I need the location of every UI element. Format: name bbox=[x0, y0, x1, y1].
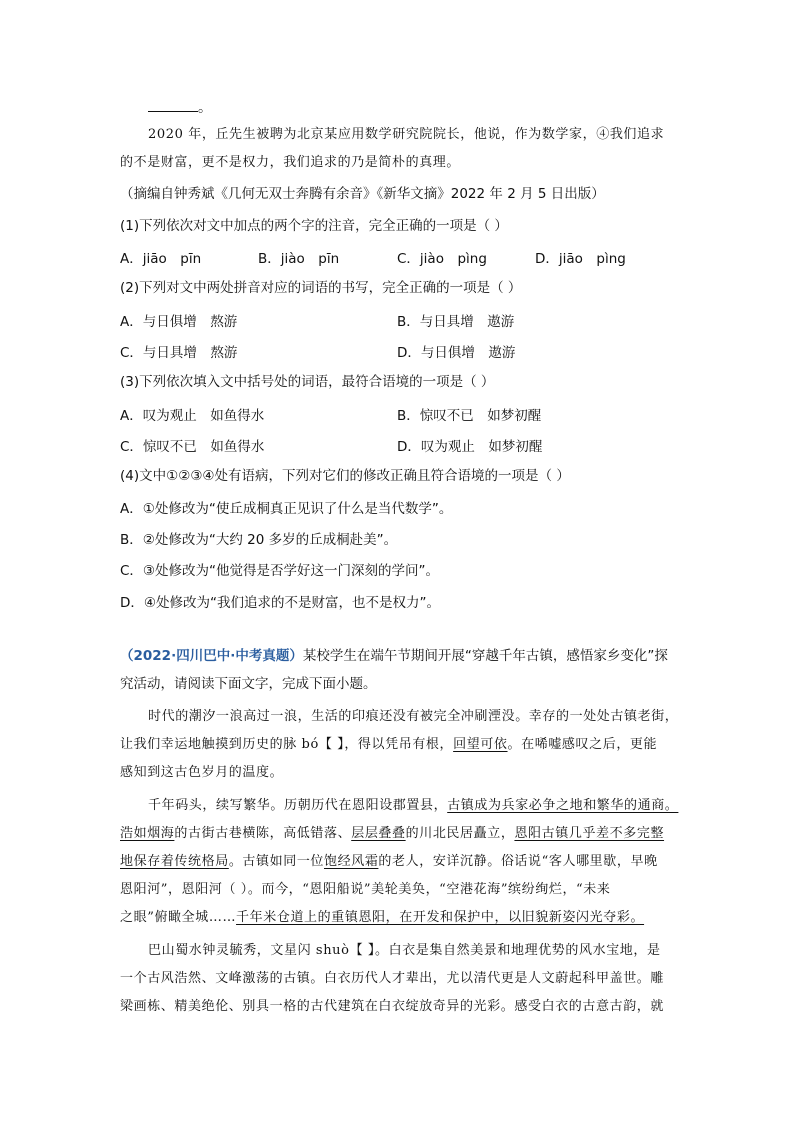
underlined-phrase: 回望可依 bbox=[453, 737, 508, 752]
passage-line bbox=[120, 852, 658, 872]
option-b: B．②处修改为“大约 20 多岁的丘成桐赴美”。 bbox=[120, 532, 398, 548]
option-d: D．与日俱增 遨游 bbox=[397, 345, 516, 361]
section-intro bbox=[120, 646, 668, 666]
intro-text: 某校学生在端午节期间开展“穿越千年古镇，感悟家乡变化”探 bbox=[302, 648, 668, 664]
passage-line: 2020 年，丘先生被聘为北京某应用数学研究院院长，他说，作为数学家，④我们追求 bbox=[148, 127, 665, 142]
source-tag: （2022·四川巴中·中考真题） bbox=[120, 648, 303, 664]
passage-line: 梁画栋、精美绝伦、别具一格的古代建筑在白衣绽放奇异的光彩。感受白衣的古意古韵，就 bbox=[120, 999, 665, 1014]
passage-line: 巴山蜀水钟灵毓秀，文星闪 shuò【 】。白衣是集自然美景和地理优势的风水宝地，是 bbox=[148, 943, 661, 958]
question-stem: (3)下列依次填入文中括号处的词语，最符合语境的一项是（ ） bbox=[120, 374, 495, 390]
text-run: 的老人，安详沉静。俗话说“客人哪里歇，早晚 bbox=[378, 854, 658, 869]
option-d: D．④处修改为“我们追求的不是财富，也不是权力”。 bbox=[120, 595, 440, 611]
text-run: 千年码头，续写繁华。历朝历代在恩阳设郡置县， bbox=[148, 798, 448, 813]
passage-line: 时代的潮汐一浪高过一浪，生活的印痕还没有被完全冲刷湮没。幸存的一处处古镇老街， bbox=[148, 709, 679, 724]
answer-blank bbox=[148, 110, 198, 112]
underlined-phrase: 层层叠叠 bbox=[351, 826, 406, 841]
underlined-phrase: 饱经风霜 bbox=[324, 854, 379, 869]
option-b: B．jiào pīn bbox=[258, 251, 340, 267]
option-a: A．jiāo pīn bbox=[120, 251, 202, 267]
option-b: B．惊叹不已 如梦初醒 bbox=[397, 408, 542, 424]
passage-line: 恩阳河”，恩阳河（ ）。而今，“恩阳船说”美轮美奂，“空港花海”缤纷绚烂，“未来 bbox=[120, 882, 611, 897]
question-stem: (4)文中①②③④处有语病，下列对它们的修改正确且符合语境的一项是（ ） bbox=[120, 468, 570, 484]
option-d: D．叹为观止 如梦初醒 bbox=[397, 439, 543, 455]
underlined-phrase: 浩如烟海 bbox=[120, 826, 175, 841]
section-intro: 究活动，请阅读下面文字，完成下面小题。 bbox=[120, 676, 377, 692]
option-c: C．与日具增 熬游 bbox=[120, 345, 238, 361]
text-run: 的古街古巷横陈，高低错落、 bbox=[174, 826, 352, 841]
question-stem: (2)下列对文中两处拼音对应的词语的书写，完全正确的一项是（ ） bbox=[120, 280, 522, 296]
option-c: C．③处修改为“他觉得是否学好这一门深刻的学问”。 bbox=[120, 563, 440, 579]
passage-line bbox=[148, 796, 678, 816]
text-run: 让我们幸运地触摸到历史的脉 bó【 】，得以凭吊有根， bbox=[120, 737, 454, 752]
passage-line bbox=[120, 735, 657, 755]
passage-line: 一个古风浩然、文峰激荡的古镇。白衣历代人才辈出，尤以清代更是人文蔚起科甲盖世。雕 bbox=[120, 971, 665, 986]
passage-line bbox=[120, 908, 644, 928]
option-a: A．与日俱增 熬游 bbox=[120, 314, 238, 330]
option-d: D．jiāo pìng bbox=[535, 251, 626, 267]
text-run: 。古镇如同一位 bbox=[228, 854, 325, 869]
citation: （摘编自钟秀斌《几何无双士奔腾有余音》《新华文摘》2022 年 2 月 5 日出版） bbox=[120, 186, 605, 202]
question-stem: (1)下列依次对文中加点的两个字的注音，完全正确的一项是（ ） bbox=[120, 218, 508, 234]
underlined-phrase: 地保存着传统格局 bbox=[120, 854, 229, 869]
underlined-phrase: 千年米仓道上的重镇恩阳，在开发和保护中，以旧貌新姿闪光夺彩。 bbox=[236, 910, 645, 925]
option-c: C．jiào pìng bbox=[397, 251, 487, 267]
passage-line: 的不是财富，更不是权力，我们追求的乃是简朴的真理。 bbox=[120, 155, 461, 170]
option-b: B．与日具增 遨游 bbox=[397, 314, 515, 330]
passage-line bbox=[120, 824, 664, 844]
text-run: 的川北民居矗立， bbox=[405, 826, 515, 841]
underlined-phrase: 古镇成为兵家必争之地和繁华的通商。 bbox=[447, 798, 679, 813]
underlined-phrase: 恩阳古镇几乎差不多完整 bbox=[514, 826, 665, 841]
passage-line: 感知到这古色岁月的温度。 bbox=[120, 765, 284, 780]
text-run: 之眼”俯瞰全城…… bbox=[120, 910, 237, 925]
option-a: A．叹为观止 如鱼得水 bbox=[120, 408, 265, 424]
option-a: A．①处修改为“使丘成桐真正见识了什么是当代数学”。 bbox=[120, 501, 453, 517]
option-c: C．惊叹不已 如鱼得水 bbox=[120, 439, 265, 455]
period-mark: 。 bbox=[198, 100, 212, 116]
text-run: 。在唏嘘感叹之后，更能 bbox=[507, 737, 658, 752]
